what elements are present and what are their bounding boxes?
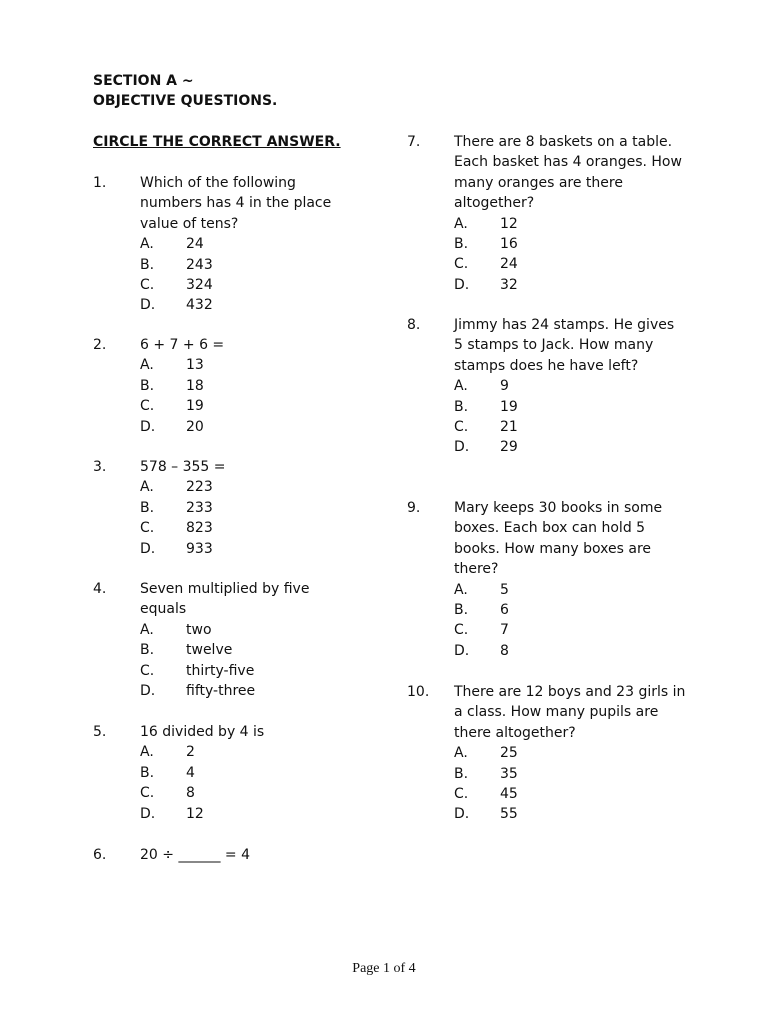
option-value: 223 [186,479,213,496]
question-text: Mary keeps 30 books in some boxes. Each box can hold 5 books. How many boxes are there? [454,500,663,578]
option-value: 19 [500,398,518,415]
question-number: 10. [407,684,430,700]
option-letter: C. [140,277,155,293]
option-letter: B. [454,236,469,253]
option-letter: B. [140,764,155,781]
option-letter: B. [140,377,155,394]
option-value: 9 [500,378,509,395]
option-c[interactable] [454,620,697,640]
option-value: 2 [186,744,195,761]
question-text: Which of the following numbers has 4 in the place value of tens? [140,175,332,232]
option-a[interactable] [454,580,697,600]
option-c[interactable] [454,784,697,804]
option-a[interactable] [140,620,373,640]
option-value: 432 [186,297,213,314]
option-value: 7 [500,622,509,639]
option-letter: B. [454,398,469,415]
question-number: 4. [93,581,107,597]
option-a[interactable] [140,742,373,762]
question-2 [93,335,373,437]
option-letter: B. [454,602,469,619]
question-text: Jimmy has 24 stamps. He gives 5 stamps to Jack. How many stamps does he have left? [454,317,675,374]
option-d[interactable] [454,641,697,661]
option-value: 16 [500,236,518,253]
question-number: 9. [407,500,421,516]
question-text: 6 + 7 + 6 = [140,337,225,353]
option-d[interactable] [454,275,697,295]
option-value: 933 [186,540,213,557]
option-letter: D. [140,805,156,822]
option-a[interactable] [454,214,697,234]
option-value: 6 [500,602,509,619]
option-value: 233 [186,499,213,516]
page-number: Page 1 of 4 [352,961,416,976]
option-letter: B. [140,499,155,516]
option-letter: B. [454,765,469,782]
option-letter: A. [140,236,154,253]
option-b[interactable] [140,763,373,783]
option-a[interactable] [454,376,697,396]
question-text: There are 8 baskets on a table. Each basket has 4 oranges. How many oranges are there altogether? [454,134,682,212]
option-value: 823 [186,520,213,537]
option-letter: A. [140,744,154,761]
section-subtitle: OBJECTIVE QUESTIONS. [93,93,278,109]
option-letter: A. [140,621,154,638]
option-a[interactable] [454,743,697,763]
option-value: 12 [186,805,204,822]
option-letter: C. [140,520,155,537]
option-a[interactable] [140,355,373,375]
option-letter: C. [140,398,155,415]
option-b[interactable] [140,640,373,660]
option-b[interactable] [140,498,373,518]
option-letter: A. [140,357,154,374]
option-b[interactable] [454,234,697,254]
question-number: 5. [93,724,107,740]
option-value: 35 [500,765,518,782]
instruction-text: CIRCLE THE CORRECT ANSWER. [93,134,341,150]
option-value: 21 [500,419,518,435]
question-4 [93,579,373,701]
option-d[interactable] [140,539,373,559]
option-letter: A. [454,745,468,762]
option-letter: D. [454,806,470,823]
option-value: 24 [186,236,204,253]
question-number: 7. [407,134,421,150]
option-letter: A. [454,378,468,395]
option-letter: D. [454,439,470,456]
option-letter: A. [454,215,468,232]
option-d[interactable] [454,437,697,457]
option-letter: D. [140,540,156,557]
question-9 [407,498,697,661]
option-d[interactable] [140,681,373,701]
section-title: SECTION A ~ [93,73,194,89]
option-d[interactable] [140,804,373,824]
question-5 [93,722,373,824]
question-6 [93,845,373,865]
question-number: 1. [93,175,107,191]
option-value: 8 [186,785,195,802]
option-d[interactable] [454,804,697,824]
option-letter: B. [140,256,155,273]
option-value: 29 [500,439,518,456]
option-value: 19 [186,398,204,415]
option-c[interactable] [454,417,697,437]
option-letter: A. [140,479,154,496]
option-value: 24 [500,256,518,273]
option-c[interactable] [140,518,373,538]
question-8 [407,315,697,458]
question-10 [407,682,697,825]
question-text: 20 ÷ ______ = 4 [140,847,250,863]
option-b[interactable] [454,600,697,620]
option-b[interactable] [140,255,373,275]
option-letter: B. [140,642,155,659]
option-c[interactable] [140,661,373,681]
question-text: There are 12 boys and 23 girls in a class. How many pupils are there altogether? [454,684,686,741]
option-value: 25 [500,745,518,762]
option-value: two [186,621,212,638]
option-letter: C. [454,786,469,802]
option-letter: C. [454,419,469,435]
option-c[interactable] [140,783,373,803]
option-value: 13 [186,357,204,374]
option-value: 12 [500,215,518,232]
option-b[interactable] [140,376,373,396]
option-b[interactable] [454,764,697,784]
option-value: fifty-three [186,682,256,699]
option-value: 18 [186,377,204,394]
option-value: 5 [500,581,509,598]
question-text: Seven multiplied by five equals [140,581,310,618]
question-text: 16 divided by 4 is [140,724,265,740]
option-value: 20 [186,418,204,435]
option-letter: C. [140,785,155,802]
option-b[interactable] [454,397,697,417]
option-value: 243 [186,256,213,273]
option-a[interactable] [140,477,373,497]
option-letter: D. [140,418,156,435]
question-text: 578 – 355 = [140,459,226,475]
option-letter: C. [454,256,469,273]
option-letter: A. [454,581,468,598]
option-value: 324 [186,277,213,293]
section-heading [93,71,277,111]
option-letter: D. [454,276,470,293]
question-number: 3. [93,459,107,475]
option-letter: D. [454,642,470,659]
option-letter: C. [140,662,155,679]
question-7 [407,132,697,295]
option-value: 55 [500,806,518,823]
option-d[interactable] [140,295,373,315]
question-3 [93,457,373,559]
option-c[interactable] [454,254,697,274]
option-d[interactable] [140,417,373,437]
option-letter: D. [140,682,156,699]
option-value: 4 [186,764,195,781]
option-value: 45 [500,786,518,802]
option-letter: D. [140,297,156,314]
question-1 [93,173,373,316]
question-number: 6. [93,847,107,863]
option-value: thirty-five [186,662,255,679]
option-a[interactable] [140,234,373,254]
option-value: twelve [186,642,233,659]
question-number: 2. [93,337,107,353]
option-letter: C. [454,622,469,639]
question-number: 8. [407,317,421,333]
option-c[interactable] [140,275,373,295]
option-value: 32 [500,276,518,293]
option-value: 8 [500,642,509,659]
option-c[interactable] [140,396,373,416]
